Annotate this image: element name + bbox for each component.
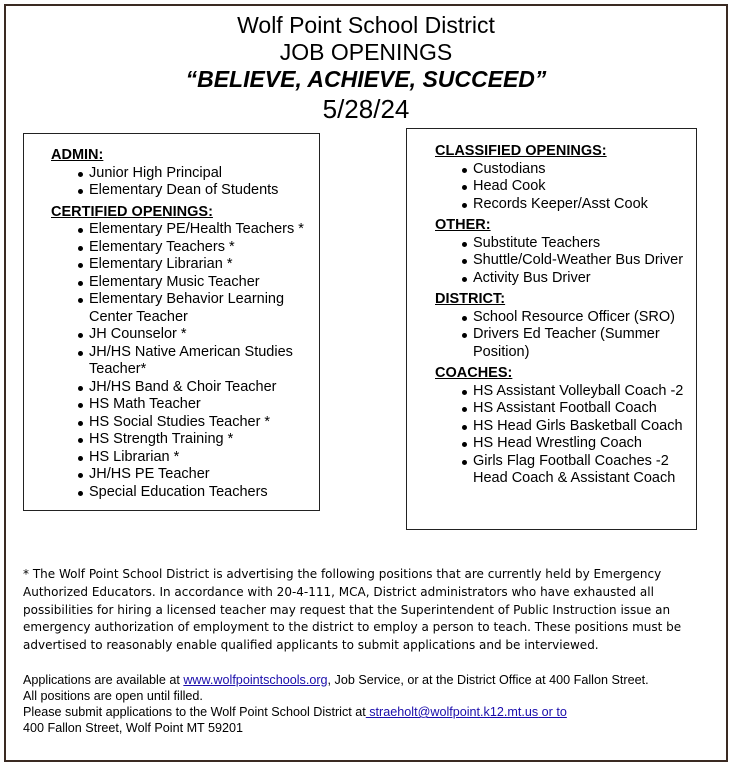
openings-right-box [406,128,697,530]
list-item: School Resource Officer (SRO) [435,309,696,327]
list-item: Records Keeper/Asst Cook [435,196,696,214]
slogan: “BELIEVE, ACHIEVE, SUCCEED” [185,66,547,92]
other-heading: OTHER: [435,217,491,233]
list-item: Head Cook [435,178,696,196]
list-item: HS Head Girls Basketball Coach [435,418,696,436]
admin-list [51,165,319,200]
apply-line-3: Please submit applications to the Wolf Point School District at straeholt@wolfpoint.k12.mt.us or to [23,705,567,719]
district-title: Wolf Point School District [237,12,495,38]
certified-list [51,221,319,501]
coaches-list [435,383,696,488]
classified-list [435,161,696,214]
list-item: Elementary Behavior Learning Center Teacher [51,291,319,326]
posting-date: 5/28/24 [322,94,410,124]
header [0,12,732,125]
list-item: HS Social Studies Teacher * [51,414,319,432]
application-info [23,672,713,736]
apply-line-1: Applications are available at www.wolfpointschools.org, Job Service, or at the District Office at 400 Fallon Street. [23,673,649,687]
list-item: Special Education Teachers [51,484,319,502]
list-item: Elementary Teachers * [51,239,319,257]
list-item: Elementary Dean of Students [51,182,319,200]
email-link[interactable]: straeholt@wolfpoint.k12.mt.us [365,705,539,719]
mailing-address: 400 Fallon Street, Wolf Point MT 59201 [23,721,244,735]
list-item: Custodians [435,161,696,179]
list-item: HS Assistant Volleyball Coach -2 [435,383,696,401]
list-item: Elementary Librarian * [51,256,319,274]
list-item: Substitute Teachers [435,235,696,253]
list-item: JH Counselor * [51,326,319,344]
list-item: Elementary Music Teacher [51,274,319,292]
list-item: Elementary PE/Health Teachers * [51,221,319,239]
page-subtitle: JOB OPENINGS [279,39,453,65]
other-list [435,235,696,288]
openings-left-box [23,133,320,511]
district-heading: DISTRICT: [435,291,506,307]
list-item: JH/HS PE Teacher [51,466,319,484]
coaches-heading: COACHES: [435,365,513,381]
list-item: HS Head Wrestling Coach [435,435,696,453]
list-item: HS Assistant Football Coach [435,400,696,418]
admin-heading: ADMIN: [51,147,104,163]
list-item: Shuttle/Cold-Weather Bus Driver [435,252,696,270]
district-list [435,309,696,362]
list-item: Activity Bus Driver [435,270,696,288]
list-item: JH/HS Native American Studies Teacher* [51,344,319,379]
list-item: Girls Flag Football Coaches -2 Head Coach & Assistant Coach [435,453,696,488]
list-item: HS Librarian * [51,449,319,467]
list-item: HS Strength Training * [51,431,319,449]
apply-line-2: All positions are open until filled. [23,689,203,703]
website-link[interactable]: www.wolfpointschools.org [183,673,328,687]
certified-heading: CERTIFIED OPENINGS: [51,203,213,220]
list-item: Junior High Principal [51,165,319,183]
list-item: HS Math Teacher [51,396,319,414]
emergency-authorization-footnote: * The Wolf Point School District is advertising the following positions that are currently held by Emergency Authorized Educators. In accordance with 20-4-111, MCA, District administrators who have exhausted all possibilities for hiring a licensed teacher may request that the Superintendent of Public Instruction issue an emergency authorization of employment to the district to employ a person to teach. These positions must be advertised to reasonably enable qualified applicants to submit applications and be interviewed. [23,567,682,653]
classified-heading: CLASSIFIED OPENINGS: [435,143,607,159]
list-item: Drivers Ed Teacher (Summer Position) [435,326,696,361]
list-item: JH/HS Band & Choir Teacher [51,379,319,397]
